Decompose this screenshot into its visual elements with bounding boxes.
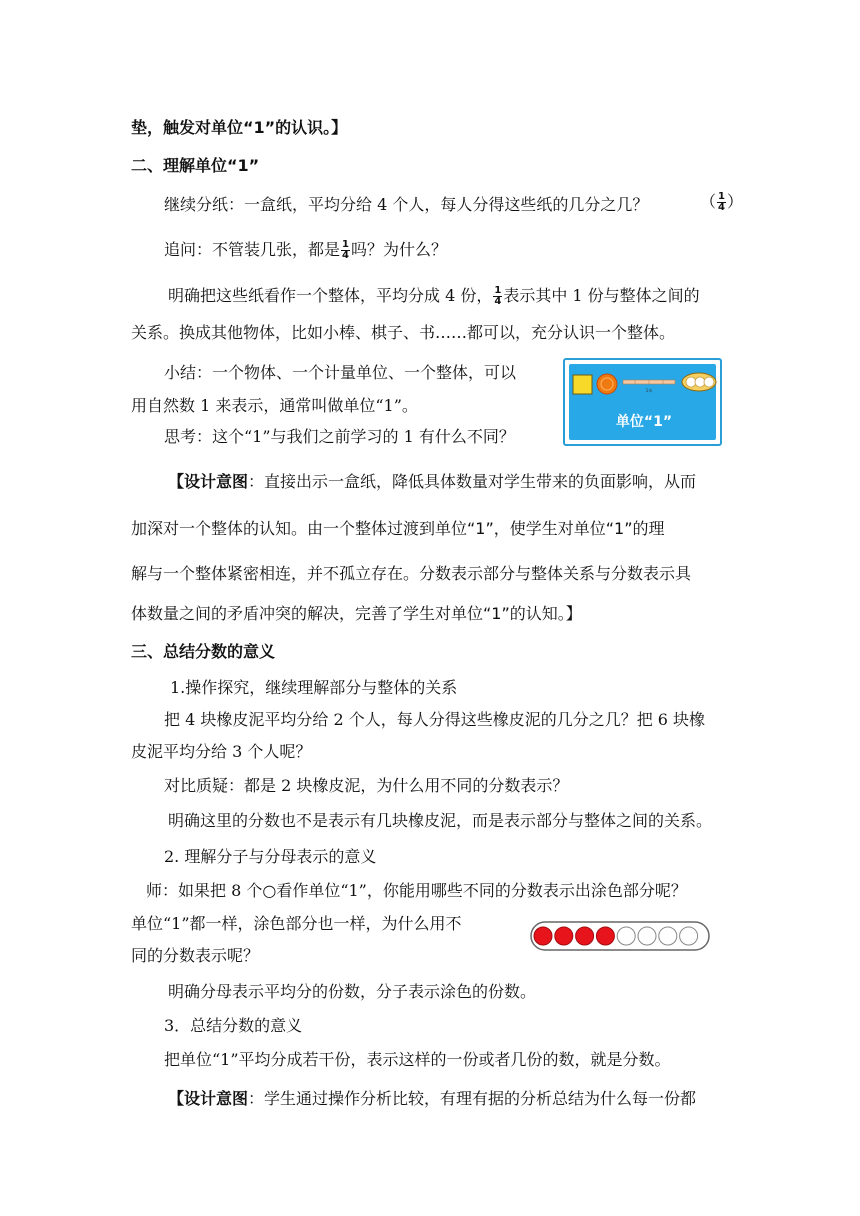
unit-one-drawing	[569, 364, 720, 444]
empty-circle	[638, 927, 656, 945]
square-icon	[573, 375, 592, 394]
paragraph-clarify-whole: 明确把这些纸看作一个整体，平均分成 4 份， $\frac{1}{4}$ 表示其中 1 份与整体之间的	[168, 285, 700, 307]
unit-one-label: 单位“1”	[615, 414, 673, 430]
step-1-heading: 1.操作探究，继续理解部分与整体的关系	[170, 678, 458, 697]
step-2-heading: 2. 理解分子与分母表示的意义	[164, 847, 377, 866]
empty-circle	[617, 927, 635, 945]
summary-line-1: 小结：一个物体、一个计量单位、一个整体，可以	[164, 363, 517, 382]
unit-one-panel	[569, 364, 716, 440]
summary-line-2: 用自然数 1 来表示，通常叫做单位“1”。	[131, 396, 418, 415]
empty-circle	[680, 927, 698, 945]
step-1-clarify: 明确这里的分数也不是表示有几块橡皮泥，而是表示部分与整体之间的关系。	[168, 811, 713, 830]
paren-open: （	[700, 192, 717, 211]
step-3-definition: 把单位“1”平均分成若干份，表示这样的一份或者几份的数，就是分数。	[164, 1050, 671, 1069]
design-intent-1-line-3: 解与一个整体紧密相连，并不孤立存在。分数表示部分与整体关系与分数表示具	[131, 564, 692, 583]
paragraph-follow-up: 追问：不管装几张，都是 $\frac{1}{4}$ 吗？为什么？	[164, 239, 447, 261]
circles-illustration	[530, 920, 710, 952]
shaded-circle	[555, 927, 573, 945]
shaded-circle	[534, 927, 552, 945]
paragraph-clarify-whole-cont: 关系。换成其他物体，比如小棒、棋子、书……都可以，充分认识一个整体。	[131, 323, 676, 342]
fraction-one-quarter: $\frac{1}{4}$	[342, 239, 349, 261]
paren-close: ）	[726, 192, 743, 211]
paragraph-divide-paper	[164, 193, 648, 217]
answer-fraction	[700, 190, 743, 214]
design-intent-1-line-4: 体数量之间的矛盾冲突的解决，完善了学生对单位“1”的认知。】	[131, 604, 582, 623]
unit-one-illustration	[563, 358, 722, 446]
step-2-question-line-2: 同的分数表示呢？	[131, 946, 260, 965]
step-1-problem-line-2: 皮泥平均分给 3 个人呢？	[131, 742, 312, 761]
design-intent-1-line-2: 加深对一个整体的认知。由一个整体过渡到单位“1”，使学生对单位“1”的理	[131, 519, 665, 538]
step-2-teacher-question: 师：如果把 8 个○看作单位“1”，你能用哪些不同的分数表示出涂色部分呢？	[146, 881, 687, 900]
design-intent-1-line-1: 【设计意图：直接出示一盒纸，降低具体数量对学生带来的负面影响，从而	[168, 472, 697, 491]
section-heading-3: 三、总结分数的意义	[131, 642, 276, 661]
step-1-compare: 对比质疑：都是 2 块橡皮泥，为什么用不同的分数表示？	[164, 776, 569, 795]
meter-stick-label: 1米	[645, 388, 653, 393]
orange-icon	[597, 374, 617, 394]
fraction-one-quarter: $\frac{1}{4}$	[494, 285, 502, 307]
step-1-problem-line-1: 把 4 块橡皮泥平均分给 2 个人，每人分得这些橡皮泥的几分之几？把 6 块橡	[164, 710, 706, 729]
shaded-circle	[576, 927, 594, 945]
section-heading-2: 二、理解单位“1”	[131, 156, 260, 175]
step-2-question-line-1: 单位“1”都一样，涂色部分也一样，为什么用不	[131, 914, 462, 933]
continuation-line: 垫，触发对单位“1”的认识。】	[131, 118, 348, 137]
think-line: 思考：这个“1”与我们之前学习的 1 有什么不同？	[164, 427, 515, 446]
shaded-circle	[596, 927, 614, 945]
empty-circle	[659, 927, 677, 945]
design-intent-2-line-1: 【设计意图：学生通过操作分析比较，有理有据的分析总结为什么每一份都	[168, 1089, 697, 1108]
fraction-one-quarter: $\frac{1}{4}$	[718, 191, 725, 213]
divide-paper-text: 继续分纸：一盒纸，平均分给 4 个人，每人分得这些纸的几分之几？	[164, 195, 649, 214]
step-3-heading: 3．总结分数的意义	[164, 1016, 303, 1035]
step-2-clarify: 明确分母表示平均分的份数，分子表示涂色的份数。	[168, 982, 537, 1001]
